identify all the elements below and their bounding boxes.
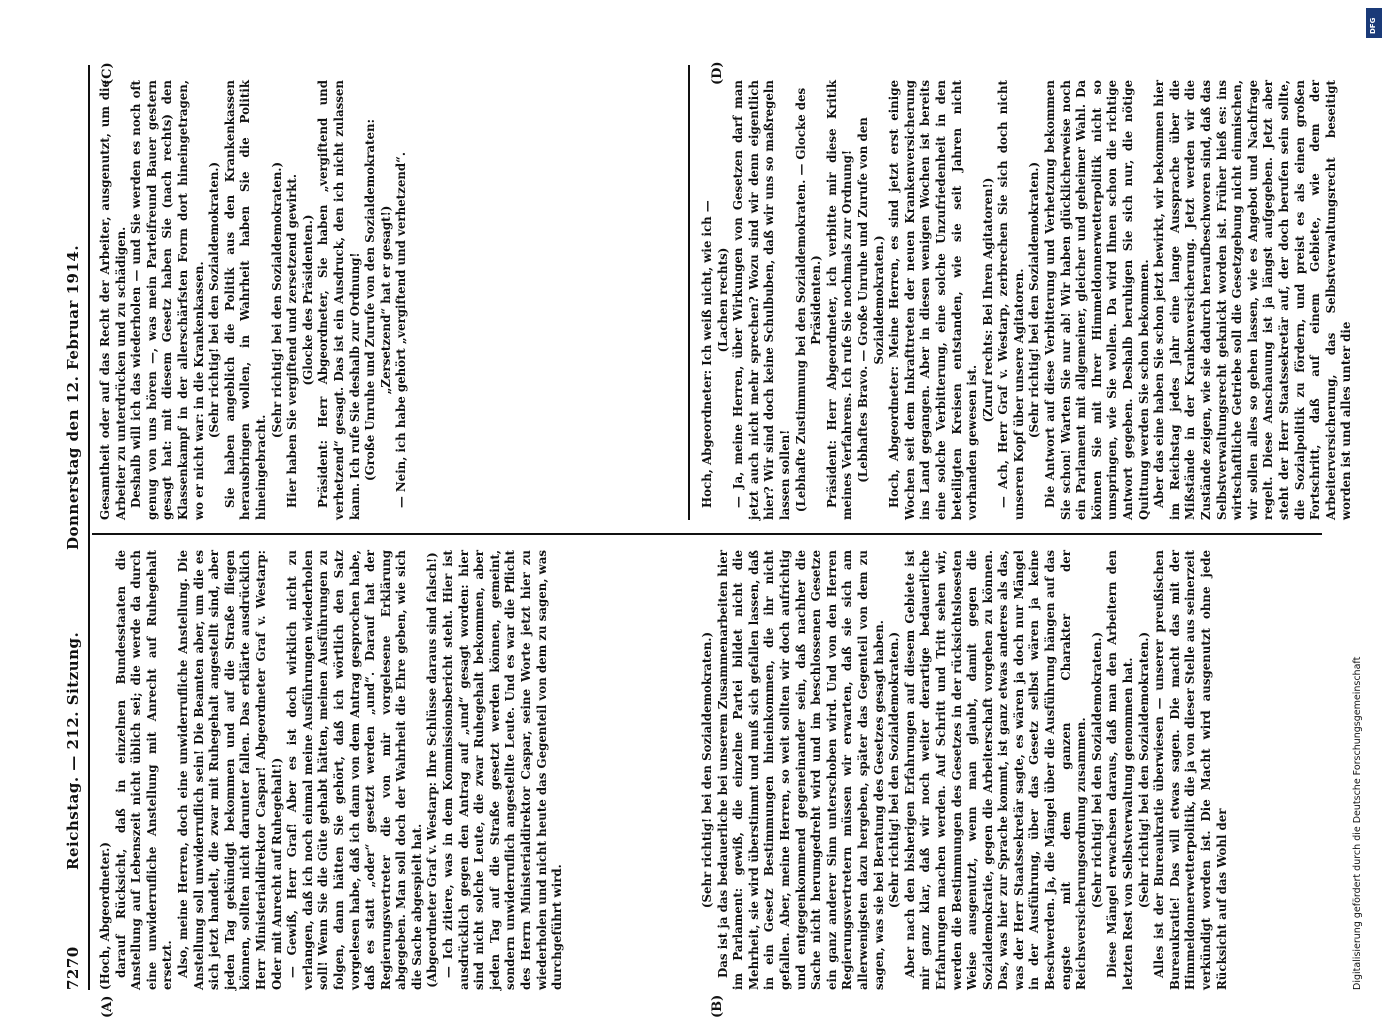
margin-marker-b: (B) (710, 994, 725, 1018)
paragraph: (Hoch, Abgeordneter.) (98, 842, 112, 990)
paragraph: Gesamtheit oder auf das Recht der Arbeiter, ausgenutzt, um die Arbeiter zu unterdrücken und zu schädigen. (98, 80, 128, 520)
header-rule (88, 65, 90, 990)
page-number: 7270 (64, 946, 82, 990)
rotated-page-content (60, 61, 1354, 1018)
paragraph: Also, meine Herren, doch eine unwiderrufliche Anstellung. Die Anstellung soll unwiderruflich sein! Die Beamten aber, um die es sich jetzt handelt, die zwar mit Ruhegehalt angestellt sind, aber jeden Tag gekündigt bekommen und auf die Straße fliegen können, sollten nicht darunter fallen. Das erklärte ausdrücklich Herr Ministerialdirektor Caspar! Abgeordneter Graf v. Westarp: Oder mit Anrecht auf Ruhegehalt!) (175, 550, 284, 990)
paragraph: Präsident: Herr Abgeordneter, Sie haben „vergiftend und verhetzend“ gesagt. Das ist ein Ausdruck, den ich nicht zulassen kann. Ich rufe Sie deshalb zur Ordnung! (316, 80, 362, 520)
column-left-bottom (700, 550, 1300, 990)
paragraph: darauf Rücksicht, daß in einzelnen Bundesstaaten die Anstellung auf Lebenszeit nicht üblich sei; die werde da durch eine unwiderrufliche Anstellung mit Anrecht auf Ruhegehalt ersetzt. (113, 550, 175, 990)
paragraph: — Ich zitiere, was in dem Kommissionsbericht steht. Hier ist ausdrücklich gegen den Antrag auf „und“ gesagt worden: hier sind nicht solche Leute, die zwar Ruhegehalt bekommen, aber jeden Tag auf die Straße gesetzt werden können, gemeint, sondern unwiderruflich angestellte Leute. Und es war die Pflicht des Herrn Ministerialdirektor Caspar, seine Worte jetzt hier zu wiederholen und nicht heute das Gegenteil von dem zu sagen, was durchgeführt wird. (441, 550, 565, 990)
credit-text: Digitalisierung gefördert durch die Deutsche Forschungsgemeinschaft (1352, 656, 1363, 990)
column-right-bottom (700, 80, 1354, 520)
dfg-logo-text: DFG (1369, 17, 1377, 34)
paragraph: Sie haben angeblich die Politik aus den Krankenkassen herausbringen wollen, in Wahrheit haben Sie die Politik hineingebracht. (222, 80, 268, 520)
paragraph: Hoch, Abgeordneter: Meine Herren, es sind jetzt erst einige Wochen seit dem Inkrafttreten der neuen Krankenversicherung ins Land gegangen. Aber in diesen wenigen Wochen ist bereits eine solche Verbitterung, eine solche Unzufriedenheit in den beteiligten Kreisen entstanden, wie sie seit Jahren nicht vorhanden gewesen ist. (887, 80, 980, 520)
column-right-top (98, 80, 698, 520)
paragraph: Aber nach den bisherigen Erfahrungen auf diesem Gebiete ist mir ganz klar, daß wir noch weiter derartige bedauerliche Erfahrungen machen werden. Auf Schritt und Tritt sehen wir, werden die Bestimmungen des Gesetzes in der rücksichtslosesten Weise ausgenutzt, wenn man glaubt, damit gegen die Sozialdemokratie, gegen die Arbeiterschaft vorgehen zu können. Das, was hier zur Sprache kommt, ist ganz etwas anderes als das, was der Herr Staatssekretär sagte, es wären ja doch nur Mängel in der Ausführung, über das Gesetz selbst wären ja keine Beschwerden. Ja, die Mängel über die Ausführung hängen auf das engste mit dem ganzen Charakter der Reichsversicherungsordnung zusammen. (902, 550, 1089, 990)
paragraph: Alles ist der Bureaukratie überwiesen — unserer preußischen Bureaukratie! Das will etwas sagen. Die macht das mit der Himmeldonnerwetterpolitik, die ja von dieser Stelle aus seinerzeit verkündigt worden ist. Die Macht wird ausgenutzt ohne jede Rücksicht auf das Wohl der (1152, 550, 1229, 990)
interjection: (Lebhafte Zustimmung bei den Sozialdemokraten. — Glocke des Präsidenten.) (793, 87, 824, 513)
header-left-title: Reichstag. — 212. Sitzung. (64, 631, 82, 870)
margin-marker-a: (A) (100, 995, 115, 1018)
column-divider (92, 534, 1322, 536)
dfg-logo (1366, 8, 1382, 38)
paragraph: — Nein, ich habe gehört „vergiftend und verhetzend“. (394, 151, 409, 508)
margin-marker-c: (C) (100, 62, 115, 85)
interjection: (Sehr richtig! bei den Sozialdemokraten.) (207, 161, 222, 439)
interjection: (Sehr richtig! bei den Sozialdemokraten.) (269, 161, 284, 439)
interjection: (Zuruf rechts: Bei Ihren Agitatoren!) (980, 177, 995, 423)
interjection: (Sehr richtig! bei den Sozialdemokraten.) (700, 631, 714, 909)
interjection: (Sehr richtig! bei den Sozialdemokraten.) (1089, 631, 1104, 909)
interjection: (Sehr richtig! bei den Sozialdemokraten.) (1136, 631, 1151, 909)
interjection: (Abgeordneter Graf v. Westarp: Ihre Schlüsse daraus sind falsch!) (425, 552, 440, 988)
paragraph: — Ach, Herr Graf v. Westarp, zerbrechen Sie sich doch nicht unseren Kopf über unsere Agitatoren. (996, 80, 1026, 520)
interjection: (Lachen rechts) (715, 247, 730, 353)
interjection: (Lebhaftes Bravo. — Große Unruhe und Zurufe von den Sozialdemokraten.) (855, 117, 886, 483)
margin-marker-d: (D) (710, 61, 725, 85)
paragraph: Aber das eine haben Sie schon jetzt bewirkt, wir bekommen hier im Reichstag jedes Jahr eine lange Aussprache über die Mißstände in der Krankenversicherung. Jetzt werden wir die Zustände zeigen, wie sie dadurch heraufbeschworen sind, daß das Selbstverwaltungsrecht geknickt worden ist. Früher hieß es: ins wirtschaftliche Getriebe soll die Gesetzgebung nicht einmischen, wir sollen alles so gehen lassen, wie es Angebot und Nachfrage regelt. Diese Anschauung ist ja längst aufgegeben. Jetzt aber steht der Herr Staatssekretär auf, der doch berufen sein sollte, die Sozialpolitik zu fördern, und preist es als einen großen Fortschritt, daß auf einem Gebiete, wie dem der Arbeiterversicherung, das Selbstverwaltungsrecht beseitigt worden ist und alles unter die (1152, 80, 1354, 520)
paragraph: — Gewiß, Herr Graf! Aber es ist doch wirklich nicht zu verlangen, daß ich noch einmal meine Ausführungen wiederholen soll! Wenn Sie die Güte gehabt hätten, meinen Ausführungen zu folgen, dann hätten Sie gehört, daß ich wörtlich den Satz vorgelesen habe, daß ich dann von dem Antrag gesprochen habe, daß es statt „oder“ gesetzt werden „und“. Darauf hat der Regierungsvertreter die von mir vorgelesene Erklärung abgegeben. Man soll doch der Wahrheit die Ehre geben, wie sich die Sache abgespielt hat. (285, 550, 424, 990)
paragraph: Hoch, Abgeordneter: Ich weiß nicht, wie ich — (700, 200, 714, 508)
header-right-title: Donnerstag den 12. Februar 1914. (64, 244, 82, 550)
interjection: (Große Unruhe und Zurufe von den Sozialdemokraten: „Zersetzend“ hat er gesagt!) (363, 119, 393, 481)
paragraph: Hier haben Sie vergiftend und zersetzend gewirkt. (285, 174, 300, 508)
interjection: (Sehr richtig! bei den Sozialdemokraten.) (887, 631, 902, 909)
page-header (60, 65, 90, 990)
digitization-credit (1350, 10, 1370, 990)
interjection: (Glocke des Präsidenten.) (300, 214, 315, 386)
paragraph: Diese Mängel erwachsen daraus, daß man den Arbeitern den letzten Rest von Selbstverwaltung genommen hat. (1105, 550, 1136, 990)
paragraph: Das ist ja das bedauerliche bei unserem Zusammenarbeiten hier im Parlament: gewiß, die einzelne Partei bildet nicht die Mehrheit, sie wird überstimmt und muß sich gefallen lassen, daß in ein Gesetz Bestimmungen hineinkommen, die ihr nicht gefallen. Aber, meine Herren, so weit sollten wir doch aufrichtig und entgegenkommend gegeneinander sein, daß nachher die Sache nicht herumgedreht wird und im beschlossenen Gesetze ein ganz anderer Sinn unterschoben wird. Und von den Herren Regierungsvertretern müssen wir erwarten, daß sie sich am allerwenigsten dazu hergeben, später das Gegenteil von dem zu sagen, was sie bei Beratung des Gesetzes gesagt haben. (715, 550, 886, 990)
interjection: (Sehr richtig! bei den Sozialdemokraten.) (1027, 161, 1042, 439)
paragraph: — Ja, meine Herren, über Wirkungen von Gesetzen darf man jetzt auch nicht mehr sprechen? Wozu sind wir denn eigentlich hier? Wir sind doch keine Schulbuben, daß wir uns so maßregeln lassen sollen! (731, 80, 792, 520)
paragraph: Präsident: Herr Abgeordneter, ich verbitte mir diese Kritik meines Verfahrens. Ich rufe Sie nochmals zur Ordnung! (824, 80, 855, 520)
paragraph: Die Antwort auf diese Verbitterung und Verhetzung bekommen Sie schon! Warten Sie nur ab! Wir haben glücklicherweise noch ein Parlament mit allgemeiner, gleicher und geheimer Wahl. Da können Sie mit Ihrer Himmeldonnerwetterpolitik nicht so umspringen, wie Sie wollen. Da wird Ihnen schon die richtige Antwort gegeben. Deshalb beruhigen Sie sich nur, die nötige Quittung werden Sie schon bekommen. (1043, 80, 1151, 520)
column-left-top (98, 550, 698, 990)
paragraph: Deshalb will ich das wiederholen — und Sie werden es noch oft genug von uns hören —, was mein Parteifreund Bauer gestern gesagt hat: mit diesem Gesetz haben Sie (nach rechts) den Klassenkampf in der allerschärfsten Form dort hineingetragen, wo er nicht war: in die Krankenkassen. (129, 80, 206, 520)
